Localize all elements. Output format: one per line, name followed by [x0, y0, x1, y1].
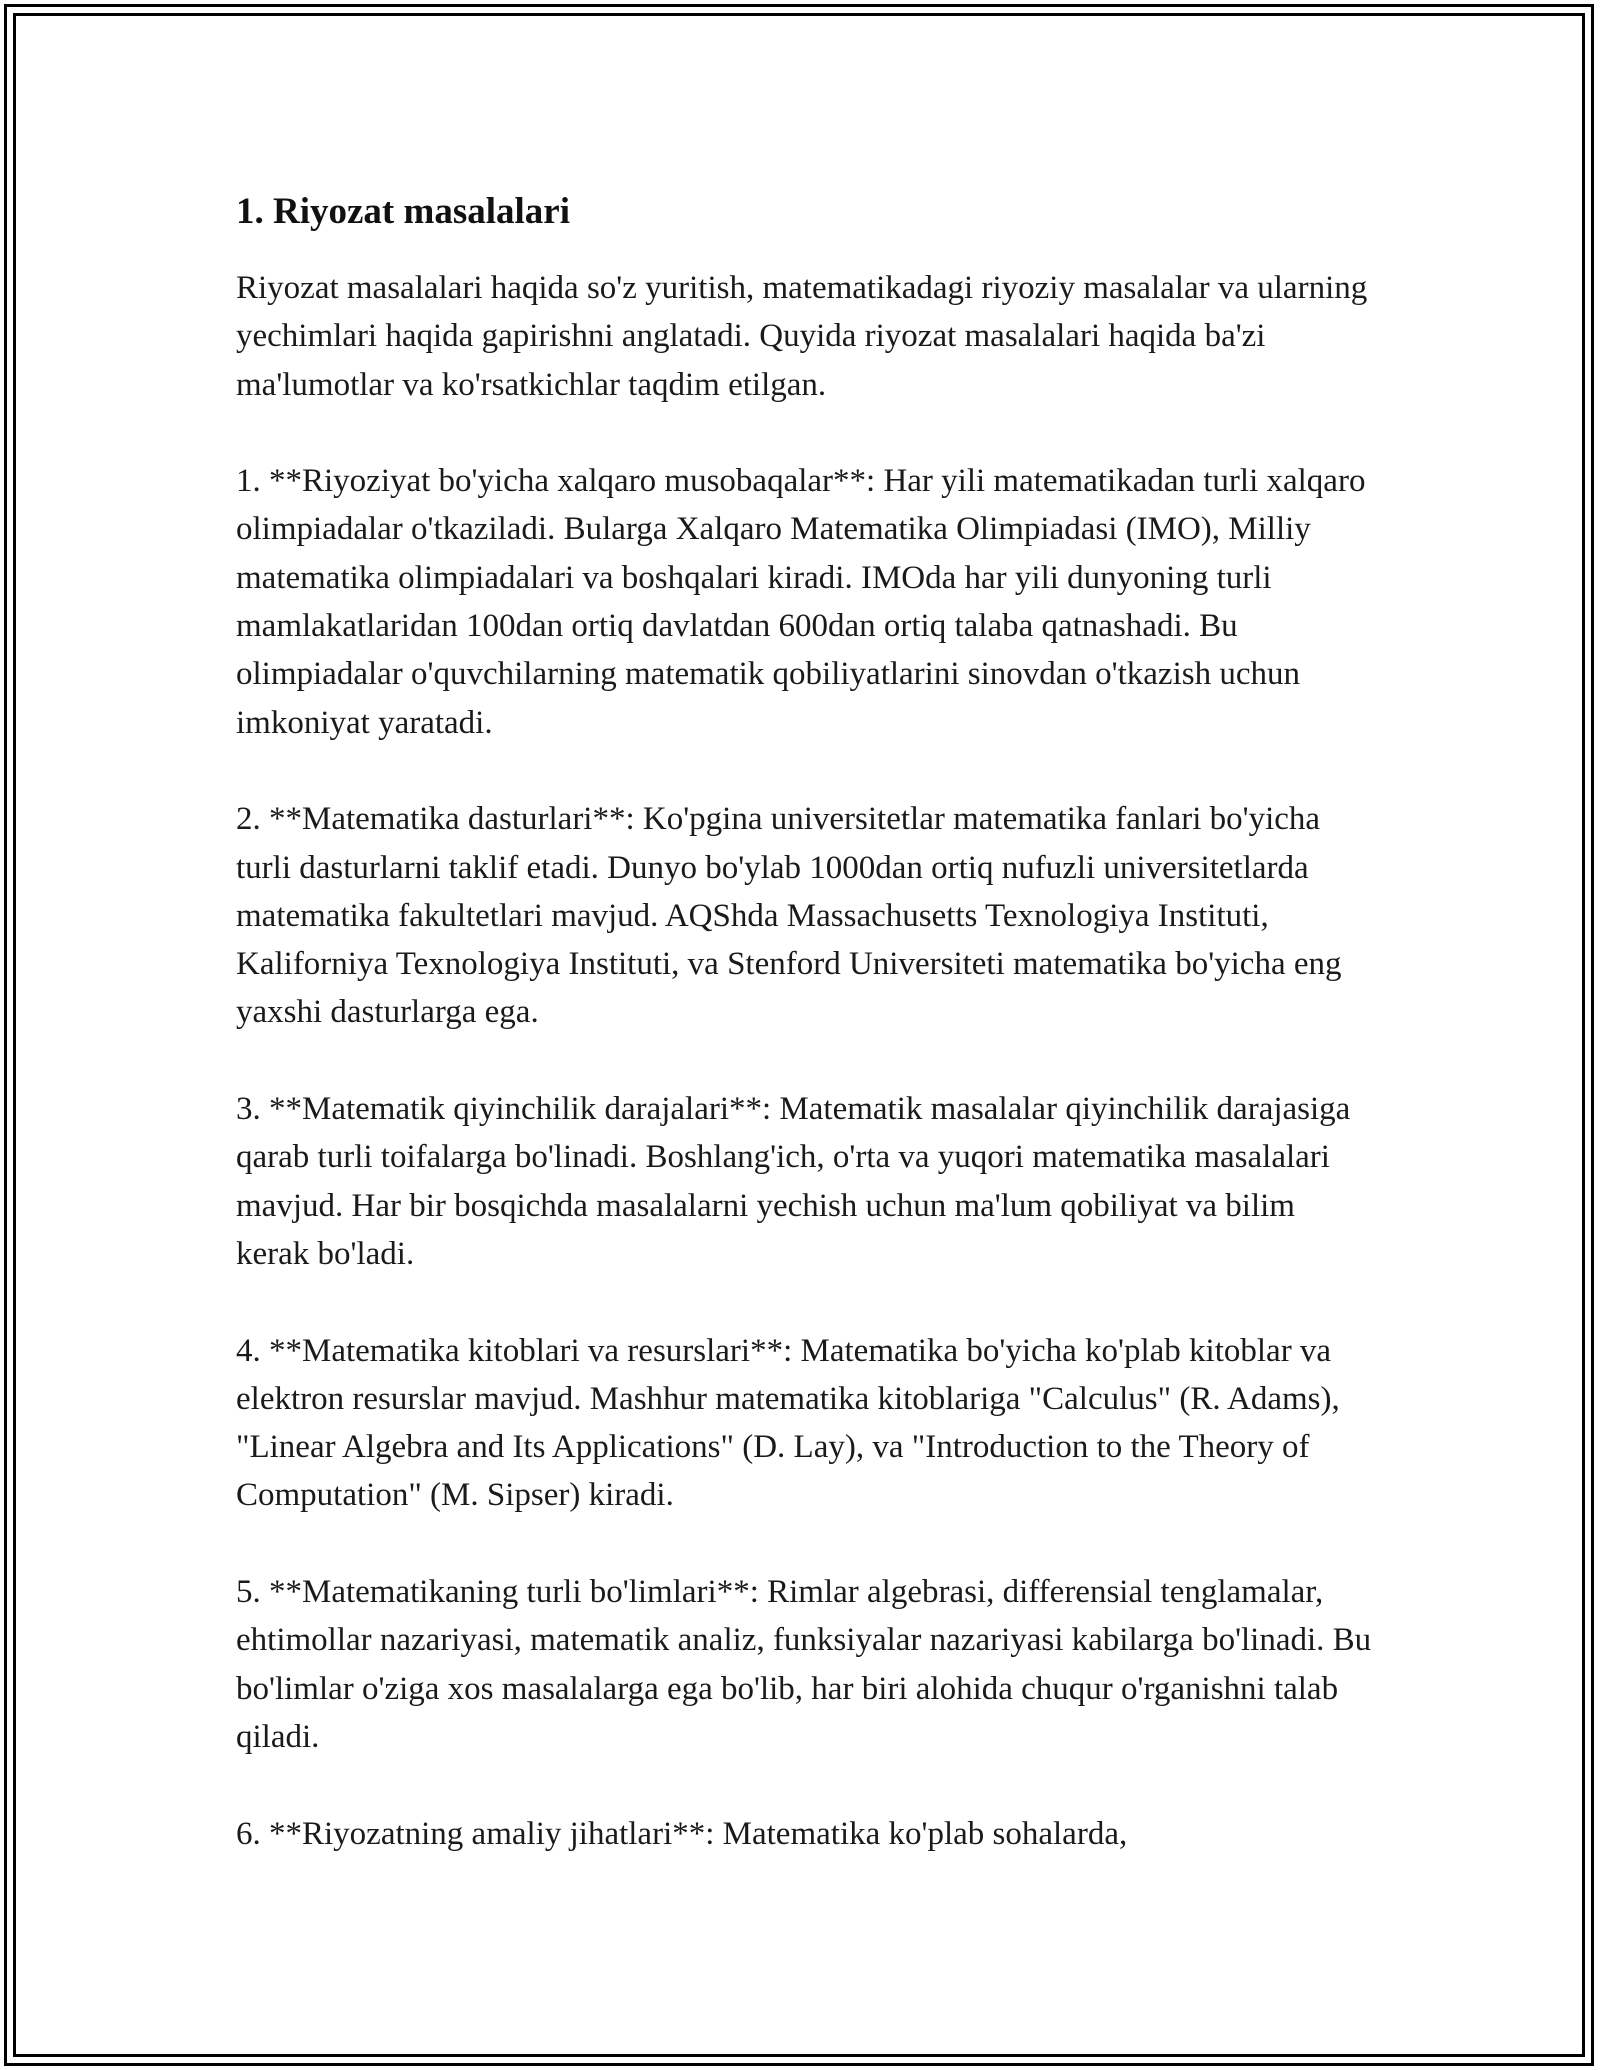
paragraph-item-5: 5. **Matematikaning turli bo'limlari**: Rimlar algebrasi, differensial tenglamalar, ehtimollar nazariyasi, matematik analiz, funksiyalar nazariyasi kabilarga bo'linadi. Bu bo'limlar o'ziga xos masalalarga ega bo'lib, har biri alohida chuqur o'rganishni talab qiladi.	[236, 1574, 1372, 1755]
paragraph-item-2: 2. **Matematika dasturlari**: Ko'pgina universitetlar matematika fanlari bo'yicha turli dasturlarni taklif etadi. Dunyo bo'ylab 1000dan ortiq nufuzli universitetlarda matematika fakultetlari mavjud. AQShda Massachusetts Texnologiya Instituti, Kaliforniya Texnologiya Instituti, va Stenford Universiteti matematika bo'yicha eng yaxshi dasturlarga ega.	[236, 801, 1342, 1031]
paragraph-item-6: 6. **Riyozatning amaliy jihatlari**: Matematika ko'plab sohalarda,	[236, 1815, 1128, 1852]
paragraph-item-4: 4. **Matematika kitoblari va resurslari**: Matematika bo'yicha ko'plab kitoblar va elektron resurslar mavjud. Mashhur matematika kitoblariga "Calculus" (R. Adams), "Linear Algebra and Its Applications" (D. Lay), va "Introduction to the Theory of Computation" (M. Sipser) kiradi.	[236, 1332, 1340, 1514]
intro-paragraph: Riyozat masalalari haqida so'z yuritish, matematikadagi riyoziy masalalar va ularning yechimlari haqida gapirishni anglatadi. Quyida riyozat masalalari haqida ba'zi ma'lumotlar va ko'rsatkichlar taqdim etilgan.	[236, 270, 1368, 403]
section-title: 1. Riyozat masalalari	[236, 191, 570, 232]
paragraph-item-3: 3. **Matematik qiyinchilik darajalari**: Matematik masalalar qiyinchilik darajasiga qarab turli toifalarga bo'linadi. Boshlang'ich, o'rta va yuqori matematika masalalari mavjud. Har bir bosqichda masalalarni yechish uchun ma'lum qobiliyat va bilim kerak bo'ladi.	[236, 1091, 1351, 1272]
document-body	[236, 188, 1376, 1906]
paragraph-item-1: 1. **Riyoziyat bo'yicha xalqaro musobaqalar**: Har yili matematikadan turli xalqaro olimpiadalar o'tkaziladi. Bularga Xalqaro Matematika Olimpiadasi (IMO), Milliy matematika olimpiadalari va boshqalari kiradi. IMOda har yili dunyoning turli mamlakatlaridan 100dan ortiq davlatdan 600dan ortiq talaba qatnashadi. Bu olimpiadalar o'quvchilarning matematik qobiliyatlarini sinovdan o'tkazish uchun imkoniyat yaratadi.	[236, 463, 1366, 741]
